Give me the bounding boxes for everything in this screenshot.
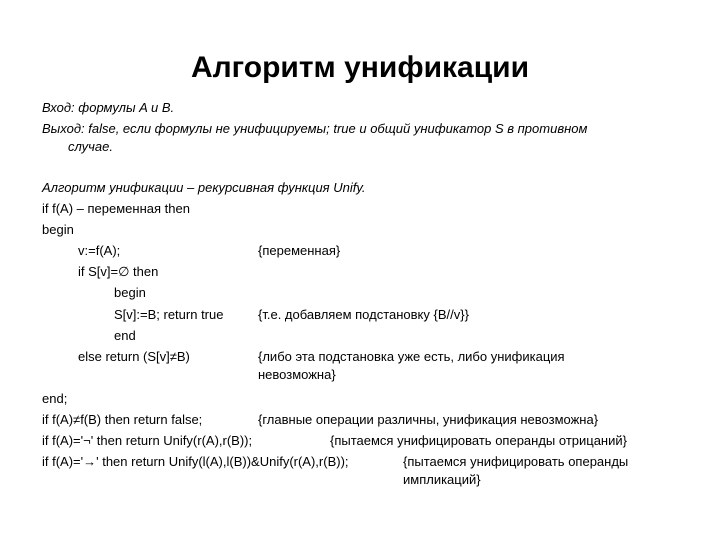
comment-variable: {переменная} xyxy=(258,243,341,258)
comment-substitution: {т.е. добавляем подстановку {B//v}} xyxy=(258,307,469,322)
comment-negation: {пытаемся унифицировать операнды отрицаний} xyxy=(330,433,627,448)
slide-title: Алгоритм унификации xyxy=(190,51,530,84)
code-if-variable: if f(A) – переменная then xyxy=(42,201,190,216)
comment-implication-1: {пытаемся унифицировать операнды xyxy=(403,454,629,469)
code-else-return: else return (S[v]≠B) xyxy=(78,349,190,364)
output-line-2: случае. xyxy=(68,139,113,154)
algorithm-description: Алгоритм унификации – рекурсивная функция Unify. xyxy=(42,180,366,195)
code-end: end; xyxy=(42,391,68,406)
code-if-implication: if f(A)='→' then return Unify(l(A),l(B))&Unify(r(A),r(B)); xyxy=(42,454,349,469)
comment-main-operations: {главные операции различны, унификация невозможна} xyxy=(258,412,599,427)
code-inner-end: end xyxy=(114,328,136,343)
code-assign-s: S[v]:=B; return true xyxy=(114,307,224,322)
code-begin: begin xyxy=(42,222,74,237)
comment-either-1: {либо эта подстановка уже есть, либо унификация xyxy=(258,349,565,364)
comment-implication-2: импликаций} xyxy=(403,472,481,487)
output-line-1: Выход: false, если формулы не унифицируемы; true и общий унификатор S в противном xyxy=(42,121,588,136)
code-if-negation: if f(A)='¬' then return Unify(r(A),r(B)); xyxy=(42,433,253,448)
code-inner-begin: begin xyxy=(114,285,146,300)
code-if-empty: if S[v]=∅ then xyxy=(78,264,159,279)
code-if-fneq: if f(A)≠f(B) then return false; xyxy=(42,412,203,427)
code-assign-v: v:=f(A); xyxy=(78,243,121,258)
comment-either-2: невозможна} xyxy=(258,367,336,382)
input-line: Вход: формулы A и B. xyxy=(42,100,175,115)
